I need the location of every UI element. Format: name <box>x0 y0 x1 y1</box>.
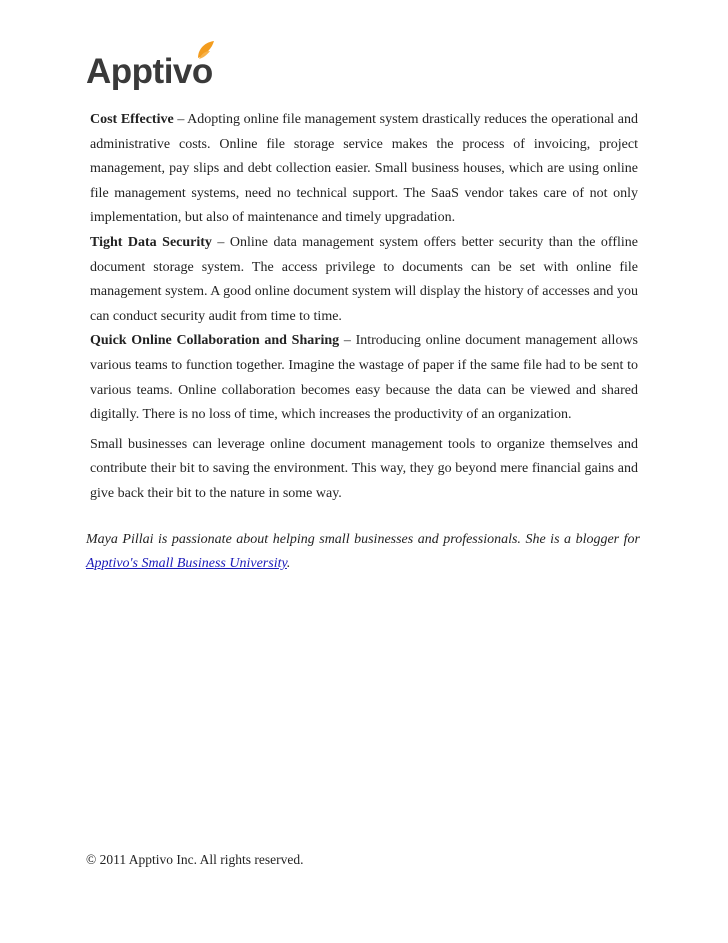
section-body: – Adopting online file management system drastically reduces the operational and administrative costs. Online file storage service makes the process of invoicing, project management, pay slips and debt collection easier. Small business houses, which are using online file management systems, need no technical support. The SaaS vendor takes care of not only implementation, but also of maintenance and timely upgradation. <box>90 112 638 226</box>
section-heading: Tight Data Security <box>90 234 212 250</box>
apptivo-logo <box>86 38 236 90</box>
section-body: – Online data management system offers better security than the offline document storage system. The access privilege to documents can be set with online file management system. A good online document system will display the history of accesses and you can conduct security audit from time to time. <box>90 234 638 324</box>
section-tight-data-security <box>90 231 638 329</box>
conclusion-paragraph: Small businesses can leverage online document management tools to organize themselves and contribute their bit to saving the environment. This way, they go beyond mere financial gains and give back their bit to the nature in some way. <box>90 436 638 501</box>
apptivo-logo-graphic <box>86 38 236 90</box>
section-cost-effective <box>90 108 638 231</box>
bio-text: Maya Pillai is passionate about helping small businesses and professionals. She is a blogger for <box>86 532 640 547</box>
section-heading: Cost Effective <box>90 112 174 127</box>
copyright-footer: © 2011 Apptivo Inc. All rights reserved. <box>86 852 304 867</box>
author-bio <box>86 528 640 576</box>
article-body <box>90 108 638 507</box>
small-business-university-link[interactable]: Apptivo's Small Business University <box>86 556 287 571</box>
section-heading: Quick Online Collaboration and Sharing <box>90 333 340 349</box>
section-body: – Introducing online document management allows various teams to function together. Imagine the wastage of paper if the same file had to be sent to various teams. Online collaboration becomes easy because the data can be viewed and shared digitally. There is no loss of time, which increases the productivity of an organization. <box>90 333 638 423</box>
section-collaboration <box>90 329 638 427</box>
logo-text: Apptivo <box>86 52 213 90</box>
bio-suffix: . <box>286 556 291 571</box>
